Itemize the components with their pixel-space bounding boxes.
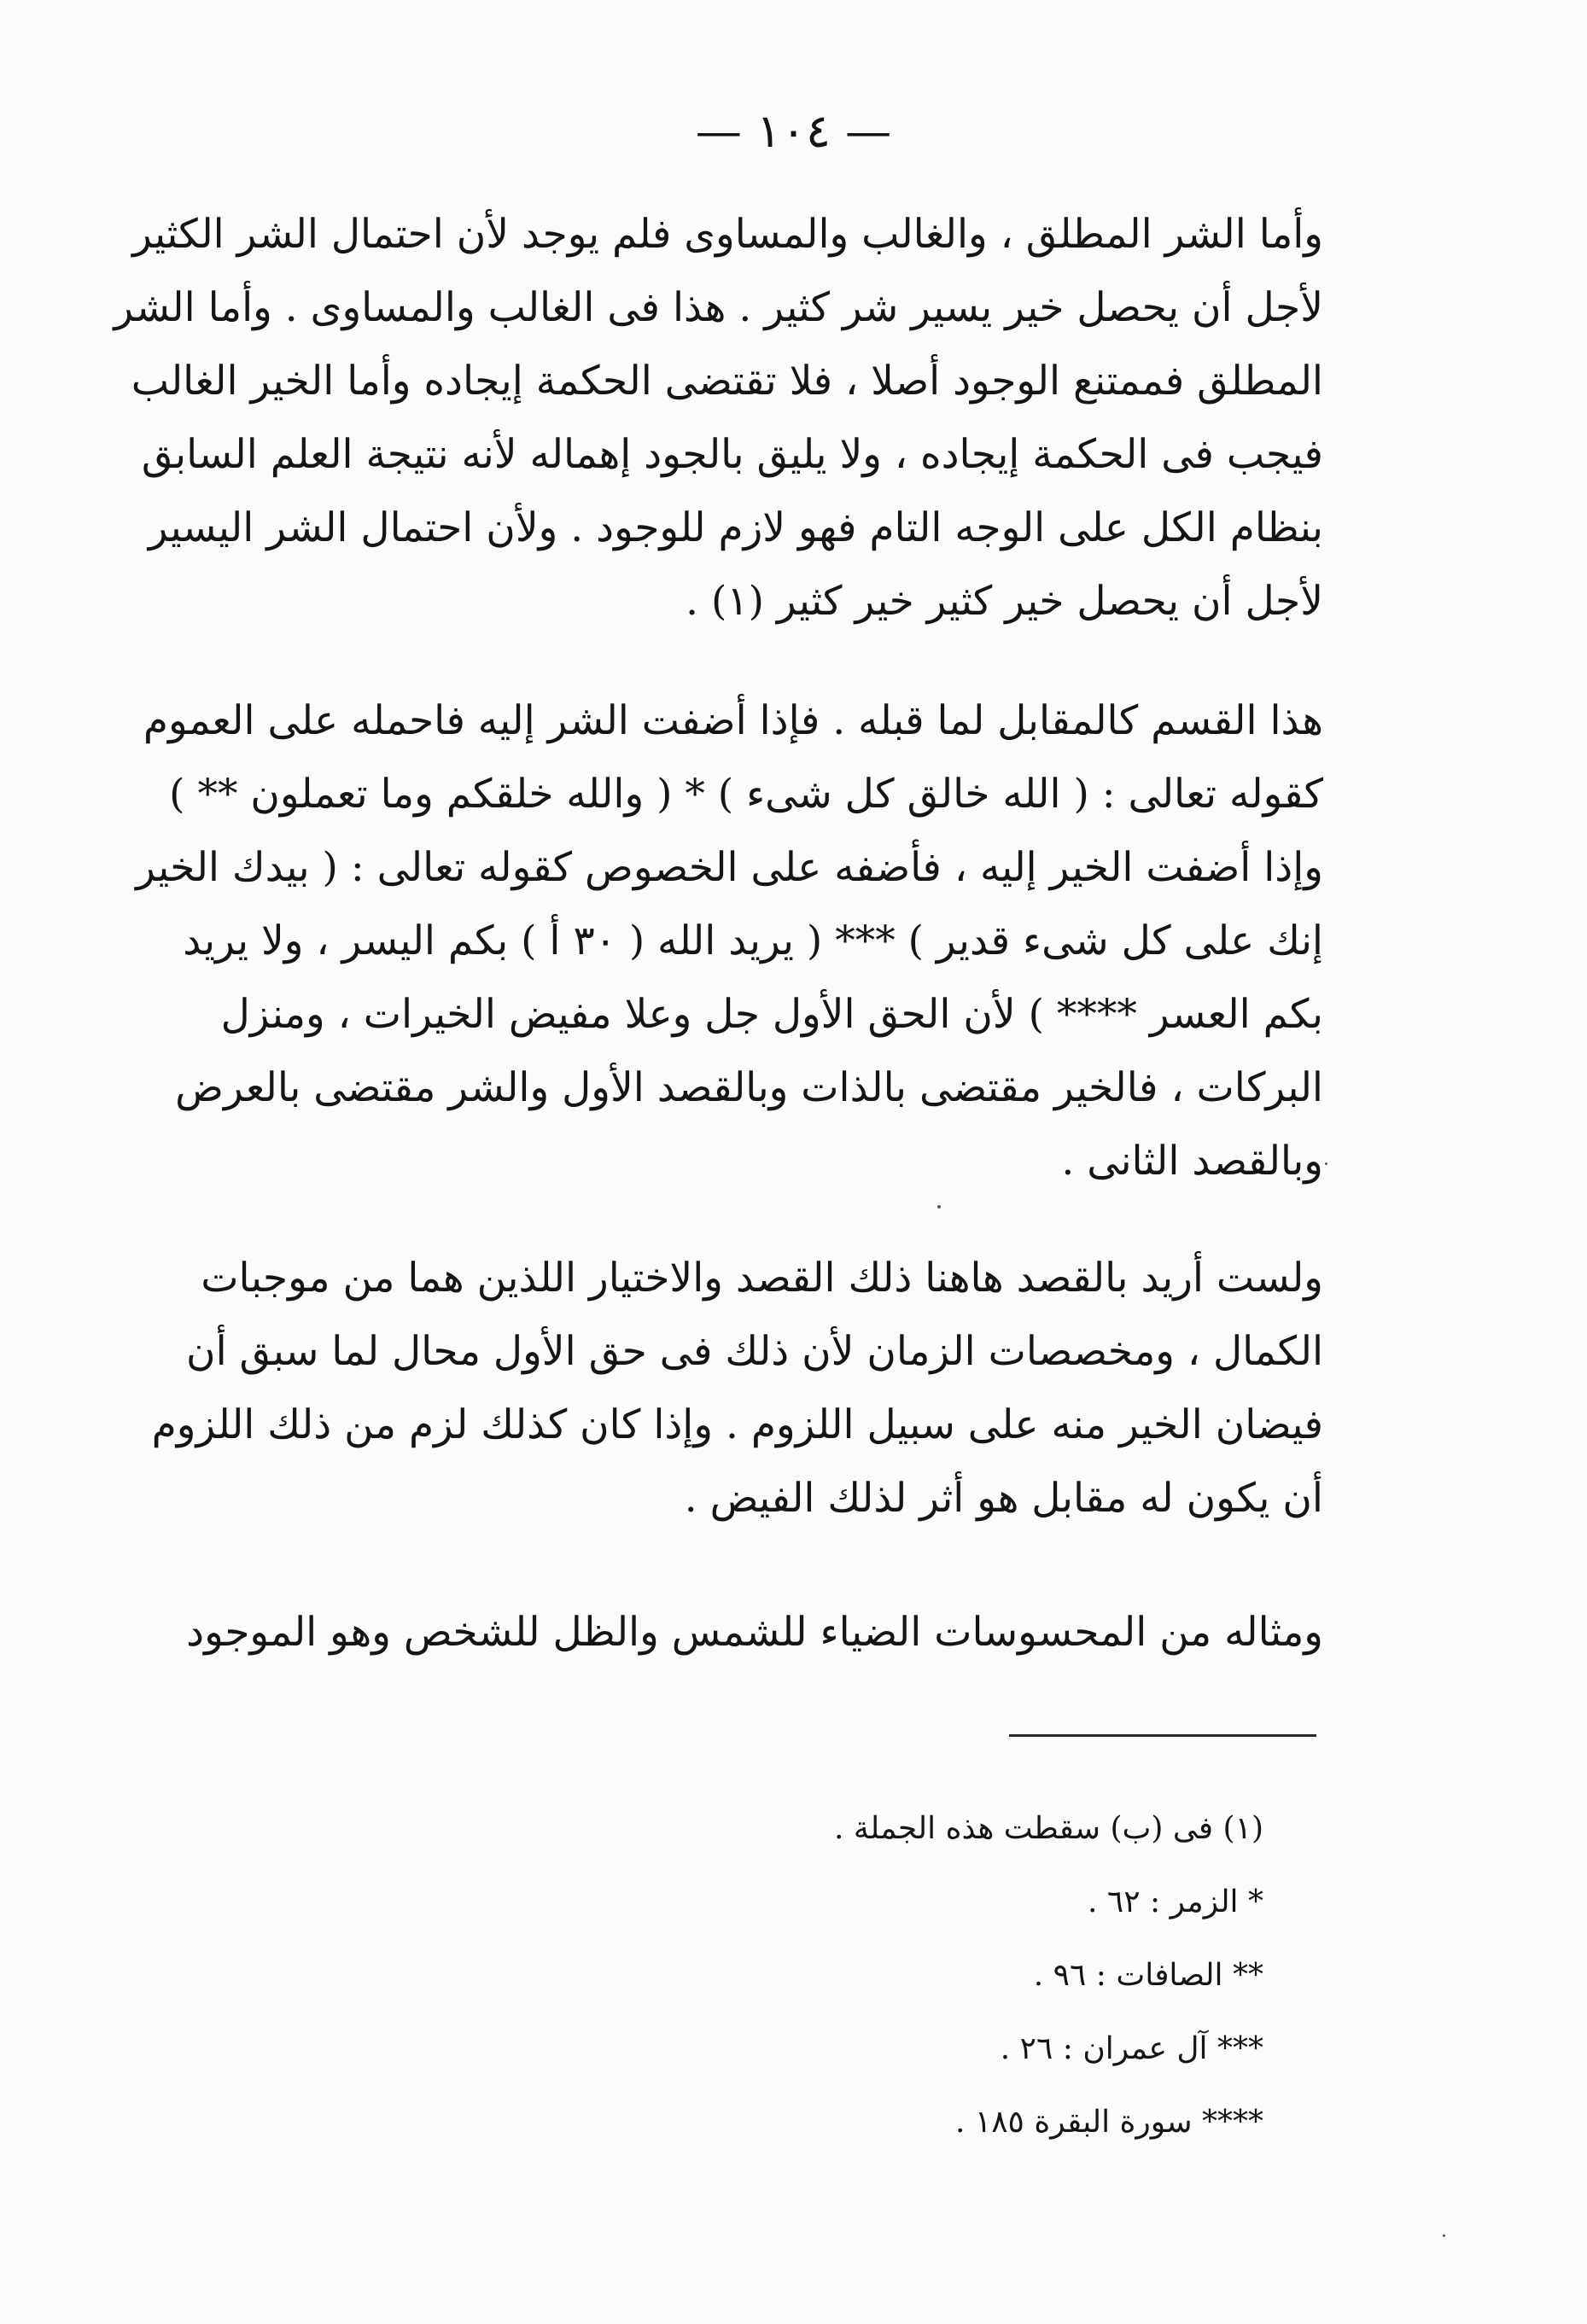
paragraph-1-line-3: المطلق فممتنع الوجود أصلا ، فلا تقتضى الحكمة إيجاده وأما الخير الغالب [131,358,1323,405]
paragraph-2 [136,684,1323,1198]
footnote-1: (١) فى (ب) سقطت هذه الجملة . [834,1811,1263,1846]
paragraph-2-line-3: وإذا أضفت الخير إليه ، فأضفه على الخصوص كقوله تعالى : ( بيدك الخير [136,844,1323,891]
paragraph-2-line-4: إنك على كل شىء قدير ) *** ( يريد الله ( ٣٠ أ ) بكم اليسر ، ولا يريد [183,917,1323,964]
paragraph-2-line-5: بكم العسر **** ) لأن الحق الأول جل وعلا مفيض الخيرات ، ومنزل [220,991,1323,1038]
paragraph-2-line-6: البركات ، فالخير مقتضى بالذات وبالقصد الأول والشر مقتضى بالعرض [175,1064,1323,1111]
paragraph-1-line-5: بنظام الكل على الوجه التام فهو لازم للوجود . ولأن احتمال الشر اليسير [148,504,1323,551]
scan-speck [937,1205,941,1209]
paragraph-4 [186,1596,1323,1669]
paragraph-1-line-2: لأجل أن يحصل خير يسير شر كثير . هذا فى الغالب والمساوى . وأما الشر [114,284,1323,331]
page-number: — ١٠٤ — [695,104,892,158]
paragraph-1 [114,198,1323,638]
paragraph-3-line-1: ولست أريد بالقصد هاهنا ذلك القصد والاختيار اللذين هما من موجبات [201,1255,1323,1302]
footnote-divider [1009,1734,1316,1737]
paragraph-3-line-3: فيضان الخير منه على سبيل اللزوم . وإذا كان كذلك لزم من ذلك اللزوم [151,1401,1323,1448]
paragraph-2-line-7: وبالقصد الثانى . [1061,1138,1323,1185]
footnote-2: * الزمر : ٦٢ . [1087,1884,1263,1919]
paragraph-3-line-2: الكمال ، ومخصصات الزمان لأن ذلك فى حق الأول محال لما سبق أن [186,1328,1323,1375]
paragraph-4-line-1: ومثاله من المحسوسات الضياء للشمس والظل للشخص وهو الموجود [186,1609,1323,1656]
paragraph-1-line-6: لأجل أن يحصل خير كثير خير كثير (١) . [686,578,1323,625]
footnotes [768,1792,1263,2159]
paragraph-2-line-2: كقوله تعالى : ( الله خالق كل شىء ) * ( والله خلقكم وما تعملون ** ) [169,771,1323,818]
footnote-5: **** سورة البقرة ١٨٥ . [954,2105,1263,2140]
paragraph-1-line-1: وأما الشر المطلق ، والغالب والمساوى فلم يوجد لأن احتمال الشر الكثير [132,211,1323,258]
paragraph-3 [151,1242,1323,1535]
footnote-4: *** آل عمران : ٢٦ . [1000,2031,1263,2066]
paragraph-1-line-4: فيجب فى الحكمة إيجاده ، ولا يليق بالجود إهماله لأنه نتيجة العلم السابق [141,431,1323,478]
scan-speck [1443,2234,1445,2237]
scan-speck [1325,1162,1327,1165]
footnote-3: ** الصافات : ٩٦ . [1033,1958,1263,1993]
paragraph-3-line-4: أن يكون له مقابل هو أثر لذلك الفيض . [684,1475,1323,1522]
paragraph-2-line-1: هذا القسم كالمقابل لما قبله . فإذا أضفت الشر إليه فاحمله على العموم [143,697,1323,744]
